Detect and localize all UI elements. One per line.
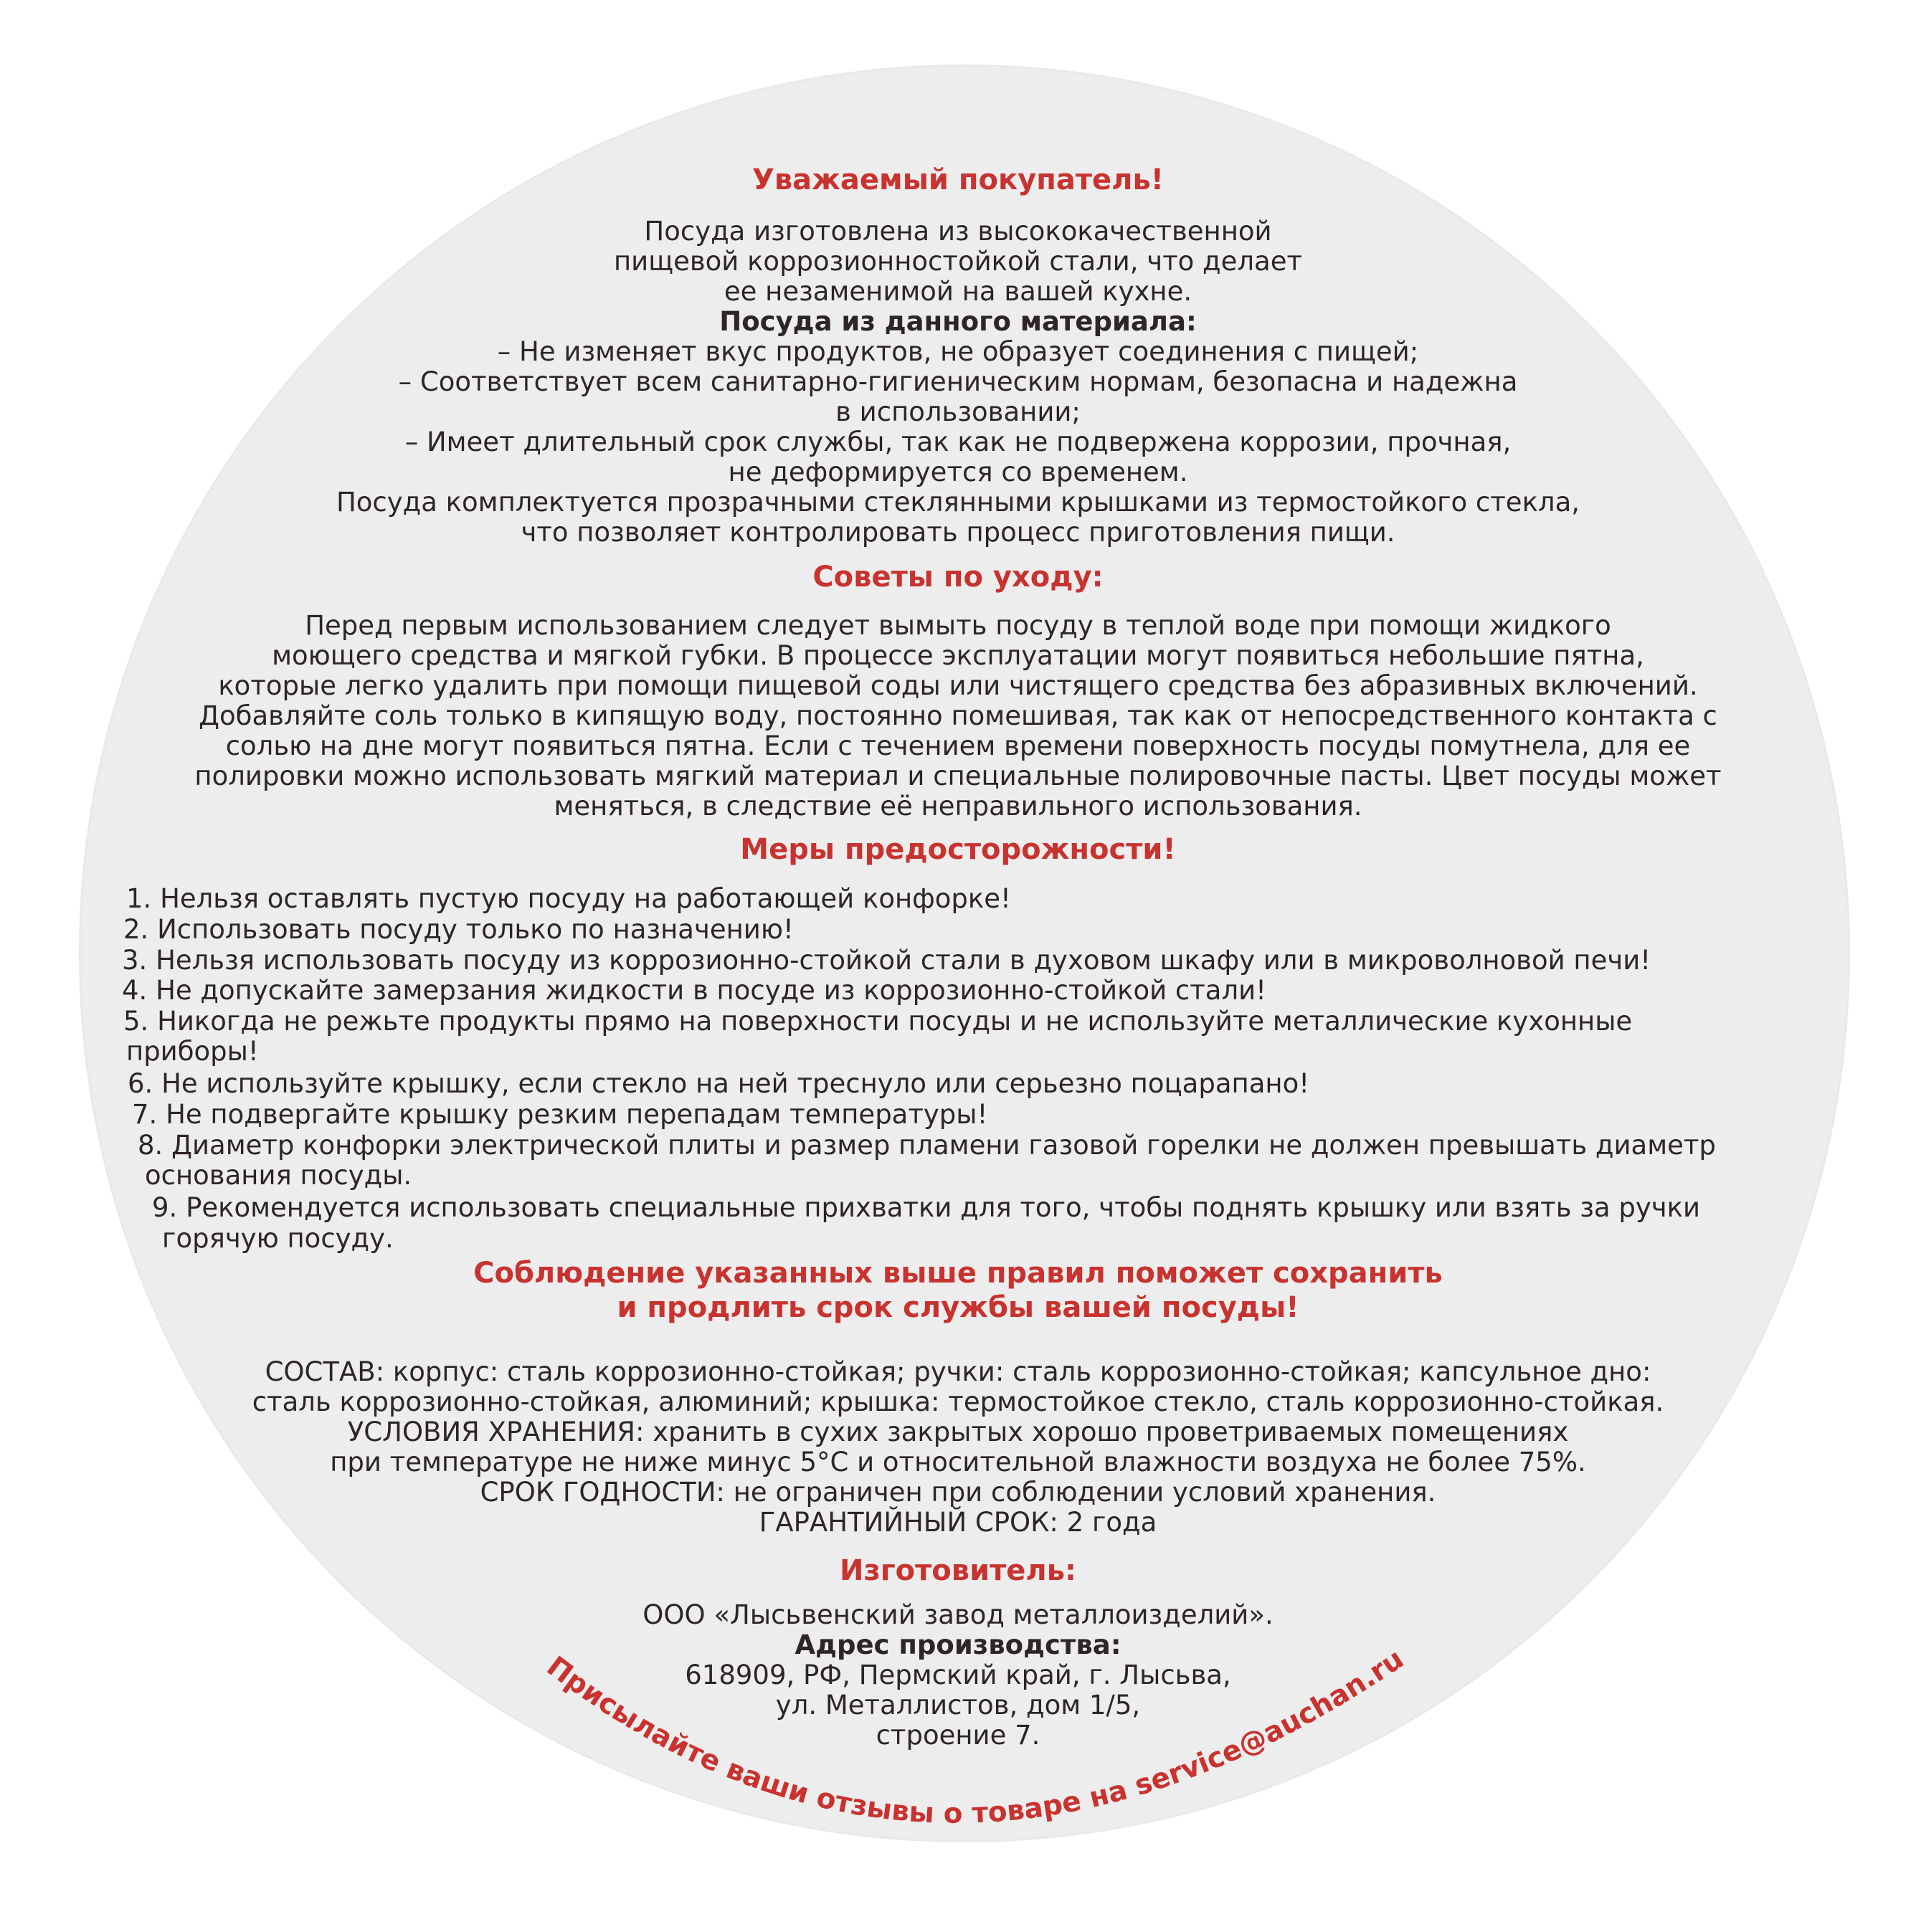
precaution-item: 6. Не используйте крышку, если стекло на ней треснуло или серьезно поцарапано! <box>128 1068 1310 1099</box>
care-line: солью на дне могут появиться пятна. Если с течением времени поверхность посуды помутнела, для ее <box>225 731 1691 761</box>
precaution-item: 2. Использовать посуду только по назначению! <box>123 914 794 945</box>
care-line: моющего средства и мягкой губки. В процессе эксплуатации могут появиться небольшие пятна, <box>272 640 1644 671</box>
feature-line: – Не изменяет вкус продуктов, не образует соединения с пищей; <box>497 336 1419 367</box>
precaution-item: 3. Нельзя использовать посуду из коррозионно-стойкой стали в духовом шкафу или в микроволновой печи! <box>122 945 1651 976</box>
care-line: Добавляйте соль только в кипящую воду, постоянно помешивая, так как от непосредственного контакта с <box>199 700 1717 731</box>
care-line: которые легко удалить при помощи пищевой соды или чистящего средства без абразивных включений. <box>218 670 1698 701</box>
company-name: ООО «Лысьвенский завод металлоизделий». <box>642 1599 1274 1630</box>
material-subheading: Посуда из данного материала: <box>719 306 1197 337</box>
composition-line: сталь коррозионно-стойкая, алюминий; крышка: термостойкое стекло, сталь коррозионно-стойкая. <box>252 1386 1664 1417</box>
care-line: Перед первым использованием следует вымыть посуду в теплой воде при помощи жидкого <box>305 610 1611 641</box>
feature-line: что позволяет контролировать процесс приготовления пищи. <box>521 517 1395 548</box>
feature-line: не деформируется со временем. <box>728 457 1188 487</box>
care-heading: Советы по уходу: <box>812 561 1104 594</box>
precaution-item: основания посуды. <box>145 1160 412 1191</box>
feature-line: в использовании; <box>835 396 1081 427</box>
composition-line: СОСТАВ: корпус: сталь коррозионно-стойкая; ручки: сталь коррозионно-стойкая; капсульное дно: <box>265 1356 1651 1387</box>
closing-line: Соблюдение указанных выше правил поможет сохранить <box>473 1257 1443 1290</box>
feedback-text <box>541 1643 1410 1830</box>
precaution-item: 1. Нельзя оставлять пустую посуду на работающей конфорке! <box>126 883 1011 914</box>
greeting-heading: Уважаемый покупатель! <box>751 163 1164 196</box>
feature-line: Посуда комплектуется прозрачными стеклянными крышками из термостойкого стекла, <box>336 487 1580 518</box>
care-line: меняться, в следствие её неправильного использования. <box>554 791 1362 822</box>
storage-line: при температуре не ниже минус 5°С и относительной влажности воздуха не более 75%. <box>330 1447 1586 1477</box>
warranty-line: ГАРАНТИЙНЫЙ СРОК: 2 года <box>759 1507 1157 1538</box>
closing-line: и продлить срок службы вашей посуды! <box>617 1291 1299 1324</box>
precaution-item: горячую посуду. <box>162 1223 394 1254</box>
precaution-item: приборы! <box>126 1036 259 1067</box>
feature-line: – Имеет длительный срок службы, так как не подвержена коррозии, прочная, <box>404 427 1512 457</box>
precaution-item: 8. Диаметр конфорки электрической плиты и размер пламени газовой горелки не должен превышать диаметр <box>138 1130 1716 1161</box>
address-line: 618909, РФ, Пермский край, г. Лысьва, <box>685 1660 1231 1690</box>
address-heading: Адрес производства: <box>795 1629 1121 1660</box>
precautions-heading: Меры предосторожности! <box>740 833 1176 866</box>
precaution-item: 7. Не подвергайте крышку резким перепадам температуры! <box>132 1099 988 1130</box>
intro-line: пищевой коррозионностойкой стали, что делает <box>613 246 1303 277</box>
precaution-item: 9. Рекомендуется использовать специальные прихватки для того, чтобы поднять крышку или взять за ручки <box>152 1192 1701 1223</box>
manufacturer-heading: Изготовитель: <box>840 1554 1076 1587</box>
storage-line: УСЛОВИЯ ХРАНЕНИЯ: хранить в сухих закрытых хорошо проветриваемых помещениях <box>347 1417 1569 1447</box>
feature-line: – Соответствует всем санитарно-гигиеническим нормам, безопасна и надежна <box>398 366 1518 397</box>
address-line: строение 7. <box>876 1720 1040 1751</box>
intro-line: Посуда изготовлена из высококачественной <box>644 216 1272 247</box>
shelf-life-line: СРОК ГОДНОСТИ: не ограничен при соблюдении условий хранения. <box>480 1477 1436 1508</box>
address-line: ул. Металлистов, дом 1/5, <box>775 1690 1141 1721</box>
care-line: полировки можно использовать мягкий материал и специальные полировочные пасты. Цвет посуды может <box>194 761 1722 791</box>
precaution-item: 4. Не допускайте замерзания жидкости в посуде из коррозионно-стойкой стали! <box>122 975 1266 1006</box>
feedback-text-path: Присылайте ваши отзывы о товаре на service@auchan.ru <box>541 1642 1410 1830</box>
intro-line: ее незаменимой на вашей кухне. <box>724 276 1192 307</box>
precaution-item: 5. Никогда не режьте продукты прямо на поверхности посуды и не используйте металлические кухонные <box>123 1006 1633 1037</box>
